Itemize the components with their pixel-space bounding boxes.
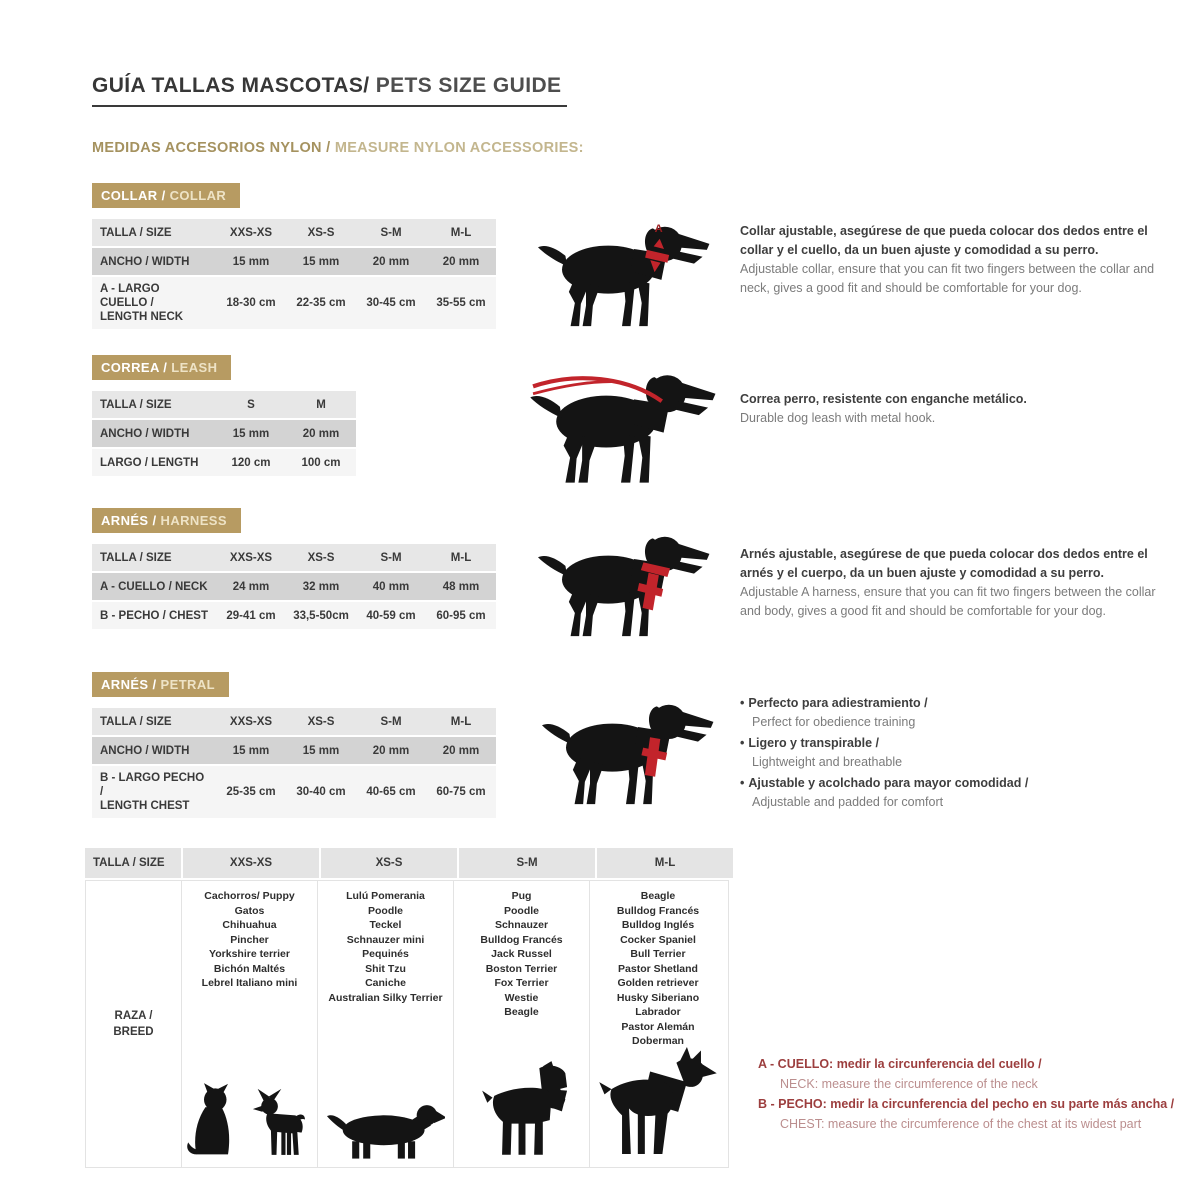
table-cell: 20 mm [302, 427, 340, 440]
breed-name: Pincher [230, 933, 269, 946]
petral-badge-en: PETRAL [160, 677, 215, 692]
breed-name: Poodle [503, 904, 539, 917]
silhouette-row [454, 1061, 589, 1161]
feature-es: • Ajustable y acolchado para mayor comodidad / [740, 776, 1029, 790]
leash-size-table [92, 391, 356, 478]
page-subtitle [92, 140, 584, 156]
table-header-cell: XS-S [307, 226, 335, 239]
table-header-cell: TALLA / SIZE [85, 848, 181, 878]
feature-en: Lightweight and breathable [752, 755, 903, 769]
row-label: ANCHO / WIDTH [100, 744, 190, 757]
table-cell: 48 mm [442, 580, 480, 593]
page-subtitle-es: MEDIDAS ACCESORIOS NYLON / [92, 140, 335, 156]
table-header-cell: M-L [450, 226, 472, 239]
table-header-cell: M-L [450, 715, 472, 728]
note-es: A - CUELLO: medir la circunferencia del cuello / [758, 1057, 1042, 1071]
note-item [758, 1094, 1188, 1134]
petral-table-header-row [92, 708, 496, 735]
breed-name: Fox Terrier [494, 977, 549, 989]
breed-name: Teckel [369, 919, 402, 931]
page-title-en: PETS SIZE GUIDE [369, 74, 562, 97]
page-title [92, 74, 567, 107]
breed-col-m-l [590, 881, 726, 1167]
leash-desc-es: Correa perro, resistente con enganche metálico. [740, 392, 1027, 406]
breed-col-xxs-xs [182, 881, 318, 1167]
breed-name: Australian Silky Terrier [328, 991, 443, 1004]
table-cell: 35-55 cm [436, 297, 486, 309]
feature-item [740, 774, 1164, 812]
table-cell: 22-35 cm [296, 297, 346, 309]
breed-col-s-m [454, 881, 590, 1167]
breed-name: Beagle [640, 890, 676, 902]
petral-feature-list [740, 694, 1164, 814]
leash-desc-en: Durable dog leash with metal hook. [740, 411, 936, 425]
collar-marker-label: A [654, 222, 663, 235]
breed-name: Beagle [504, 1006, 539, 1018]
table-header-cell: S-M [380, 226, 402, 239]
collar-size-table [92, 219, 496, 331]
leash-dog-illustration [530, 366, 725, 491]
row-label: A - LARGO CUELLO / LENGTH NECK [100, 283, 184, 323]
collar-width-row [92, 248, 496, 275]
table-header-cell: XXS-XS [229, 551, 273, 564]
breed-col-xs-s [318, 881, 454, 1167]
harness-description [740, 545, 1160, 621]
feature-es: • Perfecto para adiestramiento / [740, 696, 928, 710]
table-cell: 33,5-50cm [293, 609, 349, 622]
table-cell: 60-75 cm [436, 786, 486, 798]
harness-neck-row [92, 573, 496, 600]
collar-desc-es: Collar ajustable, asegúrese de que pueda colocar dos dedos entre el collar y el cuello, da un buen ajuste y comodidad a su perro. [740, 224, 1148, 257]
schnauzer-icon [470, 1061, 574, 1161]
breed-name: Boston Terrier [485, 962, 558, 975]
breed-table-header [85, 848, 733, 878]
harness-chest-row [92, 602, 496, 629]
feature-en: Perfect for obedience training [752, 715, 916, 729]
row-label: B - LARGO PECHO / LENGTH CHEST [100, 772, 205, 812]
table-cell: 29-41 cm [226, 609, 276, 622]
table-cell: 24 mm [232, 580, 270, 593]
breed-name: Bulldog Francés [616, 904, 700, 917]
breed-name: Husky Siberiano [616, 991, 700, 1004]
feature-item [740, 734, 1164, 772]
silhouette-row [182, 1081, 317, 1161]
table-cell: 60-95 cm [436, 609, 486, 622]
breed-name: Bull Terrier [630, 948, 686, 960]
leash-badge-es: CORREA / [101, 360, 172, 375]
collar-table-header-row [92, 219, 496, 246]
table-header-cell: XS-S [321, 848, 457, 878]
harness-desc-en: Adjustable A harness, ensure that you can fit two fingers between the collar and body, gives a good fit and should be comfortable for your dog. [740, 585, 1156, 618]
bullet-dot: • [740, 696, 745, 710]
breed-name: Yorkshire terrier [209, 948, 290, 960]
row-label: ANCHO / WIDTH [100, 255, 190, 268]
table-cell: 20 mm [372, 255, 410, 268]
petral-section-badge [92, 672, 229, 697]
note-es: B - PECHO: medir la circunferencia del pecho en su parte más ancha / [758, 1097, 1175, 1111]
table-cell: 40-65 cm [366, 786, 416, 798]
row-label: LARGO / LENGTH [100, 456, 199, 469]
chihuahua-icon [248, 1087, 314, 1161]
table-cell: 100 cm [301, 456, 341, 469]
table-cell: 25-35 cm [226, 786, 276, 798]
table-header-cell: XS-S [307, 715, 335, 728]
breed-table-body [85, 880, 729, 1168]
leash-width-row [92, 420, 356, 447]
table-header-cell: M-L [597, 848, 733, 878]
table-cell: 15 mm [232, 255, 270, 268]
table-cell: 20 mm [442, 255, 480, 268]
breed-name: Bulldog Francés [480, 933, 563, 946]
page-subtitle-en: MEASURE NYLON ACCESSORIES: [334, 140, 584, 156]
petral-width-row [92, 737, 496, 764]
breed-name: Lulú Pomerania [346, 890, 425, 902]
dachshund-icon [327, 1094, 445, 1161]
table-cell: 20 mm [442, 744, 480, 757]
collar-dog-illustration [538, 218, 718, 334]
leash-length-row [92, 449, 356, 476]
table-header-cell: S [247, 398, 255, 411]
table-header-cell: S-M [380, 551, 402, 564]
breed-name: Chihuahua [222, 919, 277, 931]
note-item [758, 1054, 1188, 1094]
silhouette-row [590, 1047, 726, 1161]
table-header-cell: TALLA / SIZE [100, 398, 172, 411]
table-header-cell: TALLA / SIZE [100, 226, 172, 239]
breed-name: Cachorros/ Puppy [204, 890, 295, 902]
breed-list [318, 889, 453, 1005]
harness-size-table [92, 544, 496, 631]
breed-name: Gatos [234, 904, 265, 917]
table-header-cell: TALLA / SIZE [100, 715, 172, 728]
breed-name: Schnauzer [494, 919, 549, 931]
collar-desc-en: Adjustable collar, ensure that you can fit two fingers between the collar and neck, gives a good fit and should be comfortable for your dog. [740, 262, 1155, 295]
breed-name: Golden retriever [617, 977, 699, 989]
note-en: NECK: measure the circumference of the neck [780, 1077, 1038, 1091]
row-label: B - PECHO / CHEST [100, 609, 208, 622]
harness-badge-en: HARNESS [160, 513, 227, 528]
harness-section-badge [92, 508, 241, 533]
table-header-cell: XXS-XS [229, 715, 273, 728]
harness-badge-es: ARNÉS / [101, 513, 161, 528]
silhouette-row [318, 1094, 453, 1161]
bullet-dot: • [740, 776, 745, 790]
leash-table-header-row [92, 391, 356, 418]
breed-name: Caniche [365, 977, 406, 989]
petral-dog-illustration [542, 696, 722, 812]
petral-chest-length-row [92, 766, 496, 818]
table-header-cell: M [316, 398, 326, 411]
breed-name: Poodle [367, 904, 403, 917]
breed-name: Labrador [635, 1006, 681, 1018]
collar-badge-en: COLLAR [169, 188, 227, 203]
table-cell: 40 mm [372, 580, 410, 593]
breed-name: Pastor Shetland [618, 962, 698, 975]
table-cell: 15 mm [302, 255, 340, 268]
breed-name: Pug [511, 890, 532, 902]
breed-name: Shit Tzu [365, 962, 406, 975]
table-header-cell: TALLA / SIZE [100, 551, 172, 564]
breed-name: Lebrel Italiano mini [201, 977, 298, 989]
feature-item [740, 694, 1164, 732]
row-label: ANCHO / WIDTH [100, 427, 190, 440]
table-header-cell: XS-S [307, 551, 335, 564]
collar-badge-es: COLLAR / [101, 188, 170, 203]
leash-badge-en: LEASH [171, 360, 218, 375]
breed-list [454, 889, 589, 1020]
table-cell: 30-45 cm [366, 297, 416, 309]
table-cell: 15 mm [232, 427, 270, 440]
doberman-icon [592, 1047, 724, 1161]
table-cell: 20 mm [372, 744, 410, 757]
breed-list [182, 889, 317, 991]
page-title-es: GUÍA TALLAS MASCOTAS/ [92, 74, 370, 97]
collar-section-badge [92, 183, 240, 208]
breed-name: Bulldog Inglés [621, 919, 695, 931]
table-cell: 15 mm [302, 744, 340, 757]
table-header-cell: S-M [459, 848, 595, 878]
measuring-notes [758, 1054, 1188, 1134]
harness-dog-illustration [538, 528, 718, 644]
breed-name: Pastor Alemán [621, 1020, 695, 1033]
table-cell: 15 mm [232, 744, 270, 757]
table-cell: 30-40 cm [296, 786, 346, 798]
harness-desc-es: Arnés ajustable, asegúrese de que pueda colocar dos dedos entre el arnés y el cuerpo, da un buen ajuste y comodidad a su perro. [740, 547, 1148, 580]
petral-size-table [92, 708, 496, 820]
breed-name: Schnauzer mini [346, 933, 425, 946]
table-cell: 18-30 cm [226, 297, 276, 309]
cat-icon [186, 1081, 246, 1161]
row-label: A - CUELLO / NECK [100, 580, 208, 593]
petral-badge-es: ARNÉS / [101, 677, 161, 692]
breed-name: Westie [504, 991, 539, 1004]
leash-description [740, 390, 1160, 428]
table-header-cell: XXS-XS [229, 226, 273, 239]
breed-list [590, 889, 726, 1049]
breed-name: Doberman [632, 1035, 684, 1047]
table-cell: 40-59 cm [366, 609, 416, 622]
note-en: CHEST: measure the circumference of the chest at its widest part [780, 1117, 1142, 1131]
harness-table-header-row [92, 544, 496, 571]
breed-name: Pequinés [362, 948, 409, 960]
table-header-cell: S-M [380, 715, 402, 728]
table-cell: 32 mm [302, 580, 340, 593]
leash-section-badge [92, 355, 231, 380]
feature-es: • Ligero y transpirable / [740, 736, 879, 750]
table-cell: 120 cm [231, 456, 271, 469]
breed-name: Cocker Spaniel [620, 933, 696, 946]
table-header-cell: XXS-XS [183, 848, 319, 878]
breed-name: Bichón Maltés [213, 962, 286, 975]
breed-name: Jack Russel [491, 948, 552, 960]
collar-description [740, 222, 1160, 298]
bullet-dot: • [740, 736, 745, 750]
breed-row-label: RAZA / BREED [86, 881, 182, 1167]
table-header-cell: M-L [450, 551, 472, 564]
collar-neck-length-row [92, 277, 496, 329]
feature-en: Adjustable and padded for comfort [752, 795, 944, 809]
